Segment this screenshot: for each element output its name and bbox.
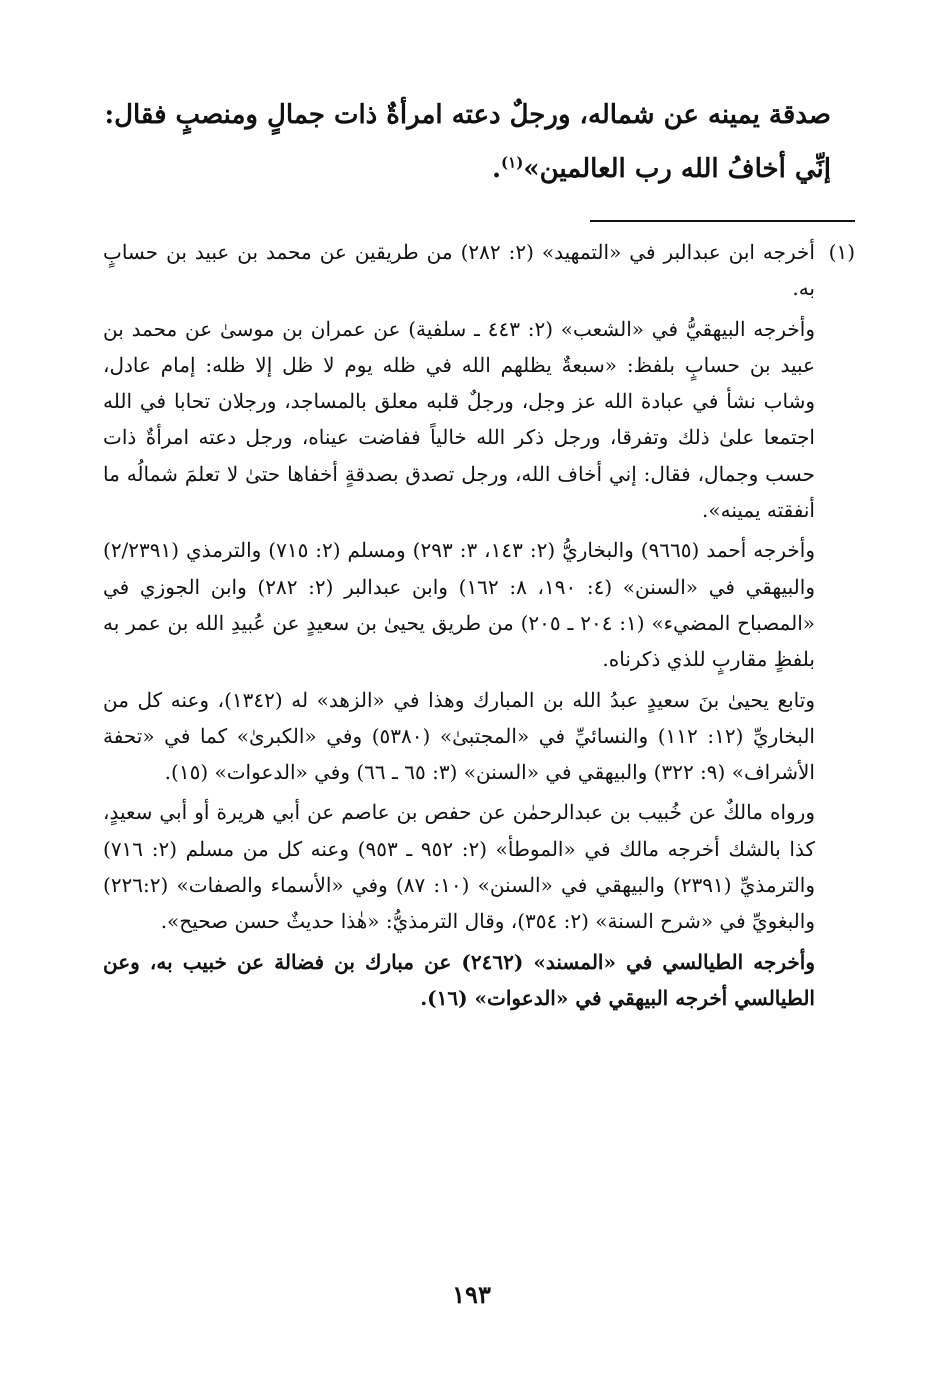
footnote-number: (١) [828, 240, 855, 264]
footnote-paragraph-6: وأخرجه الطيالسي في «المسند» (٢٤٦٢) عن مبارك بن فضالة عن خبيب به، وعن الطيالسي أخرجه البيهقي في «الدعوات» (١٦). [103, 949, 815, 1010]
footnote-paragraph-5: ورواه مالكٌ عن خُبيب بن عبدالرحمٰن عن حفص بن عاصم عن أبي هريرة أو أبي سعيدٍ، كذا بالشك أخرجه مالك في «الموطأ» (٢: ٩٥٢ ـ ٩٥٣) وعنه كل من مسلم (٢: ٧١٦) والترمذيِّ (٢٣٩١) والبيهقي في «السنن» (١٠: ٨٧) وفي «الأسماء والصفات» (٢٢٦:٢) والبغويِّ في «شرح السنة» (٢: ٣٥٤)، وقال الترمذيُّ: «هٰذا حديثٌ حسن صحيح». [103, 800, 816, 934]
footnotes [103, 234, 855, 1020]
footnote-separator [590, 220, 855, 222]
main-text [101, 88, 831, 196]
main-line1-text: صدقة يمينه عن شماله، ورجلٌ دعته امرأةٌ ذات جمالٍ ومنصبٍ فقال: [104, 100, 831, 130]
main-text-line-1 [101, 88, 831, 142]
footnote-paragraph-1-text: أخرجه ابن عبدالبر في «التمهيد» (٢: ٢٨٢) من طريقين عن محمد بن عبيد بن حسابٍ به. [103, 240, 815, 301]
footnote-paragraph-2: وأخرجه البيهقيُّ في «الشعب» (٢: ٤٤٣ ـ سلفية) عن عمران بن موسىٰ عن محمد بن عبيد بن حسابٍ بلفظ: «سبعةٌ يظلهم الله في ظله يوم لا ظل إلا ظله: إمام عادل، وشاب نشأ في عبادة الله عز وجل، ورجلٌ قلبه معلق بالمساجد، ورجلان تحابا في الله اجتمعا علىٰ ذلك وتفرقا، ورجل ذكر الله خالياً ففاضت عيناه، ورجل دعته امرأةٌ ذات حسب وجمال، فقال: إني أخاف الله، ورجل تصدق بصدقةٍ أخفاها حتىٰ لا تعلمَ شمالُه ما أنفقته يمينه». [103, 316, 815, 523]
footnote-paragraph-4: وتابع يحيىٰ بنَ سعيدٍ عبدُ الله بن المبارك وهذا في «الزهد» له (١٣٤٢)، وعنه كل من البخاريِّ (١٢: ١١٢) والنسائيِّ في «المجتبىٰ» (٥٣٨٠) وفي «الكبرىٰ» كما في «تحفة الأشراف» (٩: ٣٢٢) والبيهقي في «السنن» (٣: ٦٥ ـ ٦٦) وفي «الدعوات» (١٥). [103, 687, 816, 785]
main-line2-text: إنِّي أخافُ الله رب العالمين» [523, 154, 831, 184]
footnote-paragraph-3: وأخرجه أحمد (٩٦٦٥) والبخاريُّ (٢: ١٤٣، ٣: ٢٩٣) ومسلم (٢: ٧١٥) والترمذي (٢/٢٣٩١) والبيهقي في «السنن» (٤: ١٩٠، ٨: ١٦٢) وابن عبدالبر (٢: ٢٨٢) وابن الجوزي في «المصباح المضيء» (١: ٢٠٤ ـ ٢٠٥) من طريق يحيىٰ بن سعيدٍ عن عُبيدِ الله بن عمر به بلفظٍ مقاربٍ للذي ذكرناه. [103, 538, 815, 672]
main-line2-end: . [491, 154, 502, 184]
footnote-paragraph-1 [103, 234, 855, 307]
main-text-line-2 [101, 142, 831, 196]
page-number: ١٩٣ [452, 1280, 491, 1309]
footnote-reference: (١) [501, 153, 524, 172]
